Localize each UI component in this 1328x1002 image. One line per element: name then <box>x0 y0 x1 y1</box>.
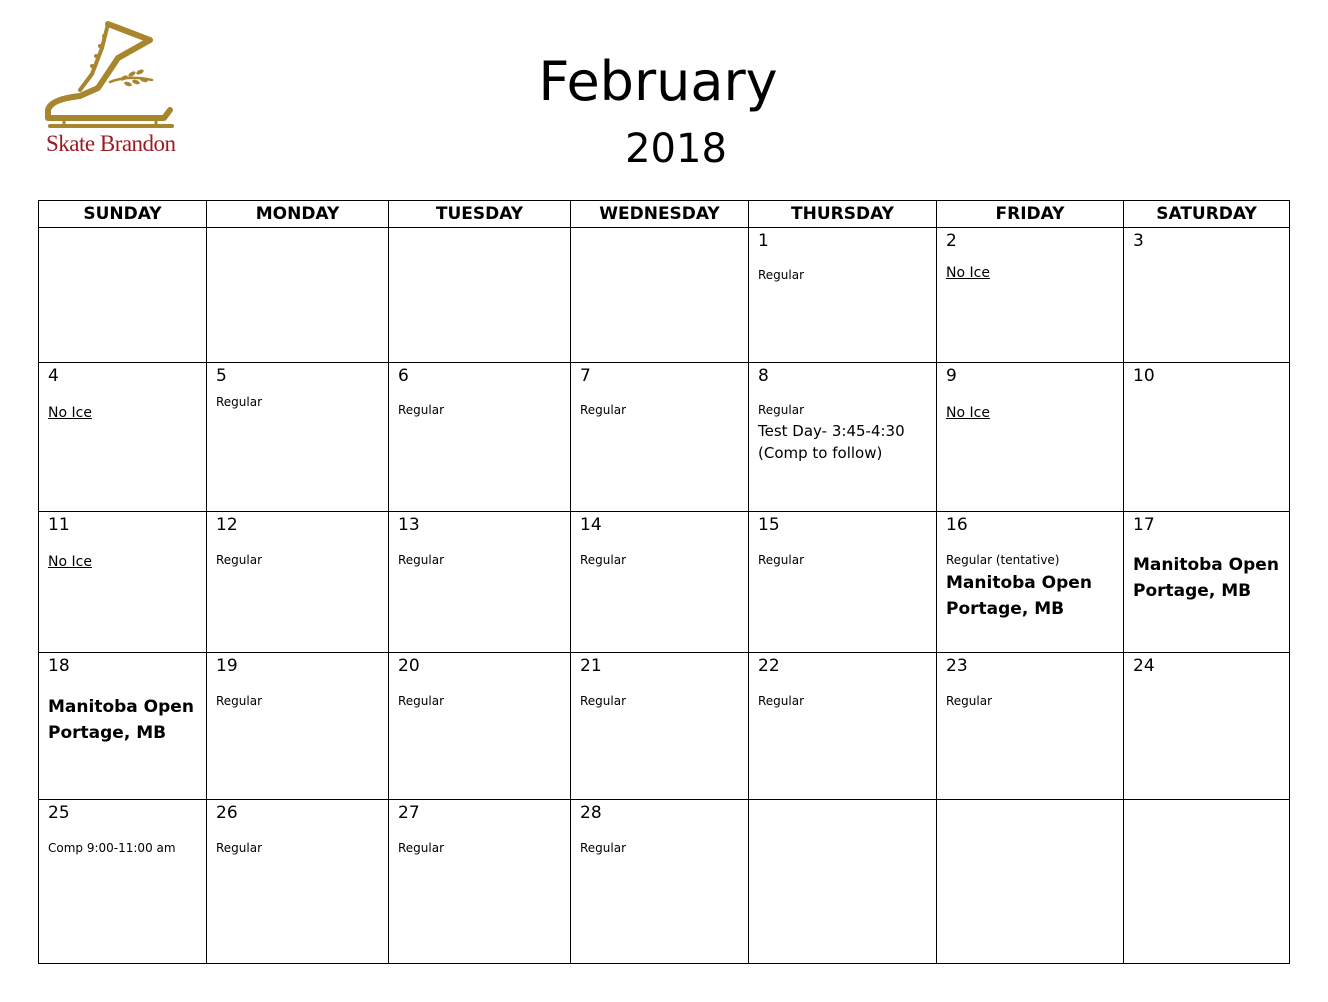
day-number: 2 <box>946 231 957 251</box>
day-number: 20 <box>398 656 420 676</box>
day-cell <box>1124 363 1290 512</box>
event-location: Portage, MB <box>48 723 167 743</box>
day-number: 22 <box>758 656 780 676</box>
day-cell <box>749 228 937 363</box>
event-regular: Regular <box>216 395 263 409</box>
day-cell <box>571 363 749 512</box>
day-number: 3 <box>1133 231 1144 251</box>
day-cell <box>389 512 571 653</box>
event-regular: Regular <box>398 553 445 567</box>
event-regular: Regular <box>580 841 627 855</box>
day-cell <box>389 800 571 964</box>
event-no-ice: No Ice <box>946 405 990 421</box>
day-number: 5 <box>216 366 227 386</box>
day-cell <box>1124 653 1290 800</box>
day-cell <box>937 800 1124 964</box>
day-number: 13 <box>398 515 420 535</box>
day-cell <box>749 363 937 512</box>
day-number: 4 <box>48 366 59 386</box>
event-regular-tentative: Regular (tentative) <box>946 553 1060 567</box>
day-number: 10 <box>1133 366 1155 386</box>
event-comp-note: (Comp to follow) <box>758 444 883 462</box>
day-number: 27 <box>398 803 420 823</box>
event-regular: Regular <box>216 694 263 708</box>
weekday-header: TUESDAY <box>389 201 571 228</box>
day-cell <box>749 512 937 653</box>
day-cell <box>571 228 749 363</box>
day-cell <box>39 363 207 512</box>
day-cell <box>39 512 207 653</box>
event-manitoba-open: Manitoba Open <box>1133 555 1279 575</box>
day-cell <box>1124 512 1290 653</box>
day-number: 14 <box>580 515 602 535</box>
event-regular: Regular <box>758 268 805 282</box>
week-row <box>39 653 1290 800</box>
event-regular: Regular <box>946 694 993 708</box>
event-no-ice: No Ice <box>48 554 92 570</box>
event-regular: Regular <box>398 403 445 417</box>
day-number: 23 <box>946 656 968 676</box>
logo-text: Skate Brandon <box>46 131 176 156</box>
day-cell <box>207 800 389 964</box>
day-number: 16 <box>946 515 968 535</box>
day-cell <box>571 800 749 964</box>
day-cell <box>207 653 389 800</box>
day-cell <box>1124 800 1290 964</box>
event-location: Portage, MB <box>946 599 1065 619</box>
week-row <box>39 800 1290 964</box>
week-row <box>39 512 1290 653</box>
day-cell <box>39 653 207 800</box>
year-title: 2018 <box>625 126 727 172</box>
day-cell <box>749 800 937 964</box>
day-cell <box>207 228 389 363</box>
day-number: 19 <box>216 656 238 676</box>
weekday-header: WEDNESDAY <box>571 201 749 228</box>
weekday-header-row <box>39 201 1290 228</box>
day-cell <box>937 653 1124 800</box>
event-regular: Regular <box>216 841 263 855</box>
day-number: 25 <box>48 803 70 823</box>
day-cell <box>937 512 1124 653</box>
weekday-header: FRIDAY <box>937 201 1124 228</box>
month-title: February <box>538 50 778 113</box>
event-regular: Regular <box>398 694 445 708</box>
day-cell <box>571 653 749 800</box>
day-cell <box>749 653 937 800</box>
event-location: Portage, MB <box>1133 581 1252 601</box>
day-number: 8 <box>758 366 769 386</box>
day-cell <box>937 363 1124 512</box>
day-number: 6 <box>398 366 409 386</box>
day-number: 11 <box>48 515 70 535</box>
day-cell <box>207 363 389 512</box>
event-comp: Comp 9:00-11:00 am <box>48 841 176 855</box>
day-cell <box>389 363 571 512</box>
event-manitoba-open: Manitoba Open <box>48 697 194 717</box>
day-cell <box>1124 228 1290 363</box>
day-number: 7 <box>580 366 591 386</box>
day-number: 12 <box>216 515 238 535</box>
week-row <box>39 363 1290 512</box>
day-number: 24 <box>1133 656 1155 676</box>
event-regular: Regular <box>580 694 627 708</box>
day-number: 28 <box>580 803 602 823</box>
day-cell <box>571 512 749 653</box>
day-cell <box>39 800 207 964</box>
event-regular: Regular <box>758 403 805 417</box>
weekday-header: SUNDAY <box>39 201 207 228</box>
day-number: 9 <box>946 366 957 386</box>
day-number: 21 <box>580 656 602 676</box>
weekday-header: SATURDAY <box>1124 201 1290 228</box>
week-row <box>39 228 1290 363</box>
event-regular: Regular <box>580 403 627 417</box>
event-regular: Regular <box>398 841 445 855</box>
event-regular: Regular <box>758 553 805 567</box>
event-test-day: Test Day- 3:45-4:30 <box>758 422 905 440</box>
day-cell <box>207 512 389 653</box>
weekday-header: MONDAY <box>207 201 389 228</box>
day-cell <box>389 228 571 363</box>
day-cell <box>39 228 207 363</box>
day-number: 26 <box>216 803 238 823</box>
day-number: 17 <box>1133 515 1155 535</box>
day-number: 18 <box>48 656 70 676</box>
event-no-ice: No Ice <box>946 265 990 281</box>
day-number: 1 <box>758 231 769 251</box>
day-cell <box>937 228 1124 363</box>
event-manitoba-open: Manitoba Open <box>946 573 1092 593</box>
event-no-ice: No Ice <box>48 405 92 421</box>
calendar-table <box>38 200 1290 964</box>
event-regular: Regular <box>216 553 263 567</box>
weekday-header: THURSDAY <box>749 201 937 228</box>
event-regular: Regular <box>580 553 627 567</box>
event-regular: Regular <box>758 694 805 708</box>
day-number: 15 <box>758 515 780 535</box>
day-cell <box>389 653 571 800</box>
